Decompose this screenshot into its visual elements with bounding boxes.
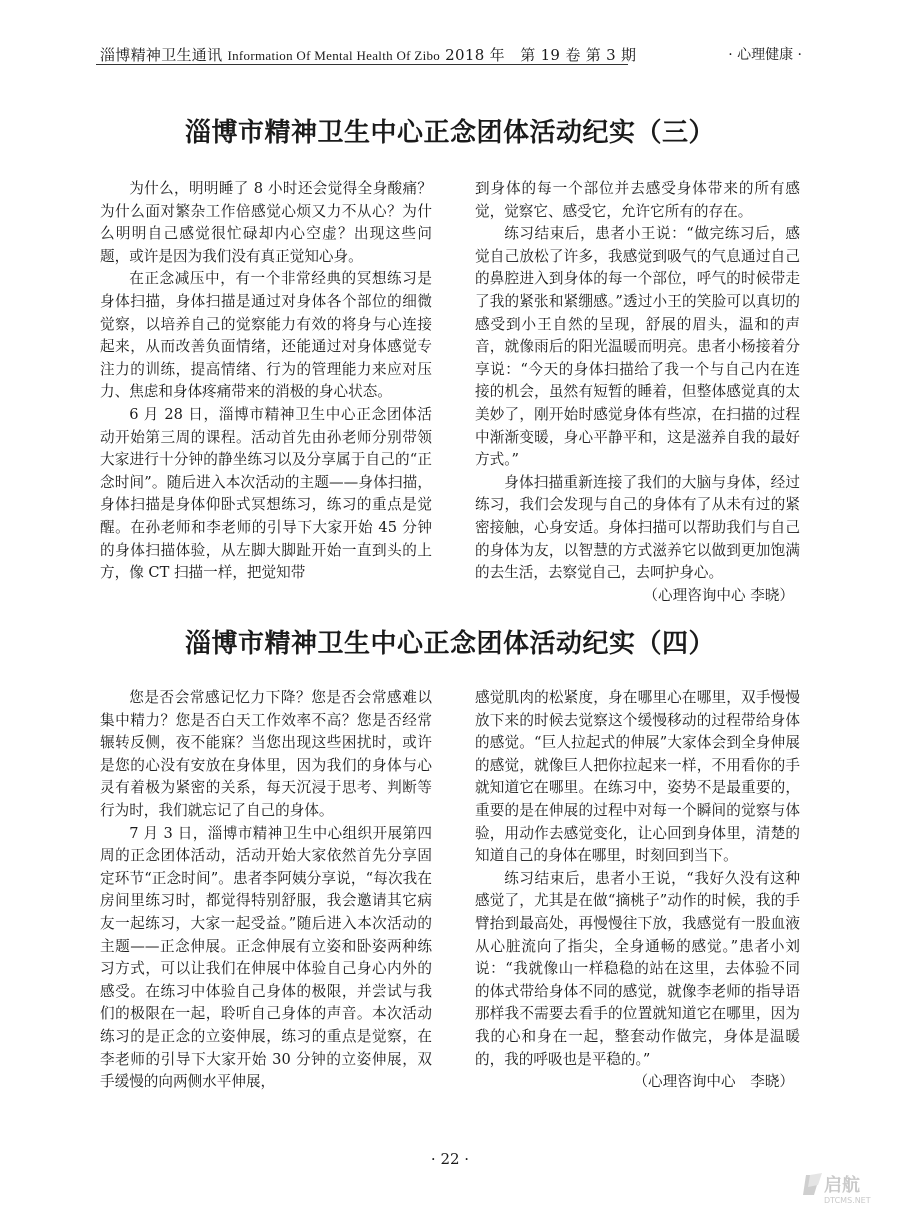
paragraph: 6 月 28 日，淄博市精神卫生中心正念团体活动开始第三周的课程。活动首先由孙老师分别带领大家进行十分钟的静坐练习以及分享属于自己的“正念时间”。随后进入本次活动的主题——身体扫描，身体扫描是身体仰卧式冥想练习，练习的重点是觉醒。在孙老师和李老师的引导下大家开始 45 分钟的身体扫描体验，从左脚大脚趾开始一直到头的上方，像 CT 扫描一样，把觉知带 [100, 405, 432, 582]
paragraph: 身体扫描重新连接了我们的大脑与身体，经过练习，我们会发现与自己的身体有了从未有过的紧密接触，心身安适。身体扫描可以帮助我们与自己的身体为友，以智慧的方式滋养它以做到更加饱满的去生活，去察觉自己，去呵护身心。 [475, 473, 800, 582]
page-number: · 22 · [430, 1150, 470, 1168]
article4-left-column [100, 687, 432, 1094]
article4-right-column [475, 687, 800, 1094]
paragraph: 感觉肌肉的松紧度，身在哪里心在哪里，双手慢慢放下来的时候去觉察这个缓慢移动的过程带给身体的感觉。“巨人拉起式的伸展”大家体会到全身伸展的感觉，就像巨人把你拉起来一样，不用看你的手就知道它在哪里。在练习中，姿势不是最重要的，重要的是在伸展的过程中对每一个瞬间的觉察与体验，用动作去感觉变化，让心回到身体里，清楚的知道自己的身体在哪里，时刻回到当下。 [475, 689, 800, 865]
paragraph: 练习结束后，患者小王说：“做完练习后，感觉自己放松了许多，我感觉到吸气的气息通过自己的鼻腔进入到身体的每一个部位，呼气的时候带走了我的紧张和紧绷感。”透过小王的笑脸可以真切的感受到小王自然的呈现，舒展的眉头，温和的声音，就像雨后的阳光温暖而明亮。患者小杨接着分享说：“今天的身体扫描给了我一个与自己内在连接的机会，虽然有短暂的睡着，但整体感觉真的太美妙了，刚开始时感觉身体有些凉，在扫描的过程中渐渐变暖，身心平静平和，这是滋养自我的最好方式。” [475, 225, 800, 469]
journal-name-en: Information Of Mental Health Of Zibo [227, 48, 441, 63]
section-label: · 心理健康 · [728, 47, 802, 63]
paragraph: 练习结束后，患者小王说，“我好久没有这种感觉了，尤其是在做“摘桃子”动作的时候，我的手臂抬到最高处，再慢慢往下放，我感觉有一股血液从心脏流向了指尖，全身通畅的感觉。”患者小刘说：“我就像山一样稳稳的站在这里，去体验不同的体式带给身体不同的感觉，就像李老师的指导语那样我不需要去看手的位置就知道它在哪里，因为我的心和身在一起，整套动作做完，身体是温暖的，我的呼吸也是平稳的。” [475, 869, 800, 1068]
header-rule [96, 64, 628, 65]
paragraph: 在正念减压中，有一个非常经典的冥想练习是身体扫描，身体扫描是通过对身体各个部位的细微觉察，以培养自己的觉察能力有效的将身与心连接起来，从而改善负面情绪，还能通过对身体感觉专注力的训练，提高情绪、行为的管理能力来应对压力、焦虑和身体疼痛带来的消极的身心状态。 [100, 270, 432, 401]
watermark-subtext: DTCMS.NET [824, 1196, 871, 1205]
article3-right-column [475, 178, 800, 607]
watermark-logo [800, 1169, 886, 1207]
article3-title: 淄博市精神卫生中心正念团体活动纪实（三） [184, 118, 715, 148]
article4-signature: （心理咨询中心 李晓） [633, 1073, 794, 1091]
article4-title: 淄博市精神卫生中心正念团体活动纪实（四） [184, 629, 715, 659]
paragraph: 您是否会常感记忆力下降？您是否会常感难以集中精力？您是否白天工作效率不高？您是否经常辗转反侧，夜不能寐？当您出现这些困扰时，或许是您的心没有安放在身体里，因为我们的身体与心灵有着极为紧密的关系，每天沉浸于思考、判断等行为时，我们就忘记了自己的身体。 [100, 689, 432, 819]
watermark-text: 启航 [824, 1175, 860, 1196]
journal-name-cn: 淄博精神卫生通讯 [100, 46, 223, 64]
paragraph: 为什么，明明睡了 8 小时还会觉得全身酸痛？为什么面对繁杂工作倍感觉心烦又力不从心？为什么明明自己感觉很忙碌却内心空虚？出现这些问题，或许是因为我们没有真正觉知心身。 [100, 180, 432, 265]
article3-left-column [100, 178, 432, 585]
paragraph: 到身体的每一个部位并去感受身体带来的所有感觉，觉察它、感受它，允许它所有的存在。 [475, 180, 800, 220]
issue-info: 2018 年 第 19 卷 第 3 期 [445, 46, 637, 64]
paragraph: 7 月 3 日，淄博市精神卫生中心组织开展第四周的正念团体活动，活动开始大家依然首先分享固定环节“正念时间”。患者李阿姨分享说，“每次我在房间里练习时，都觉得特别舒服，我会邀请其它病友一起练习，大家一起受益。”随后进入本次活动的主题——正念伸展。正念伸展有立姿和卧姿两种练习方式，可以让我们在伸展中体验自己身心内外的感受。在练习中体验自己身体的极限，并尝试与我们的极限在一起，聆听自己身体的声音。本次活动练习的是正念的立姿伸展，练习的重点是觉察，在李老师的引导下大家开始 30 分钟的立姿伸展，双手缓慢的向两侧水平伸展， [100, 824, 432, 1091]
article3-signature: （心理咨询中心 李晓） [643, 586, 794, 604]
